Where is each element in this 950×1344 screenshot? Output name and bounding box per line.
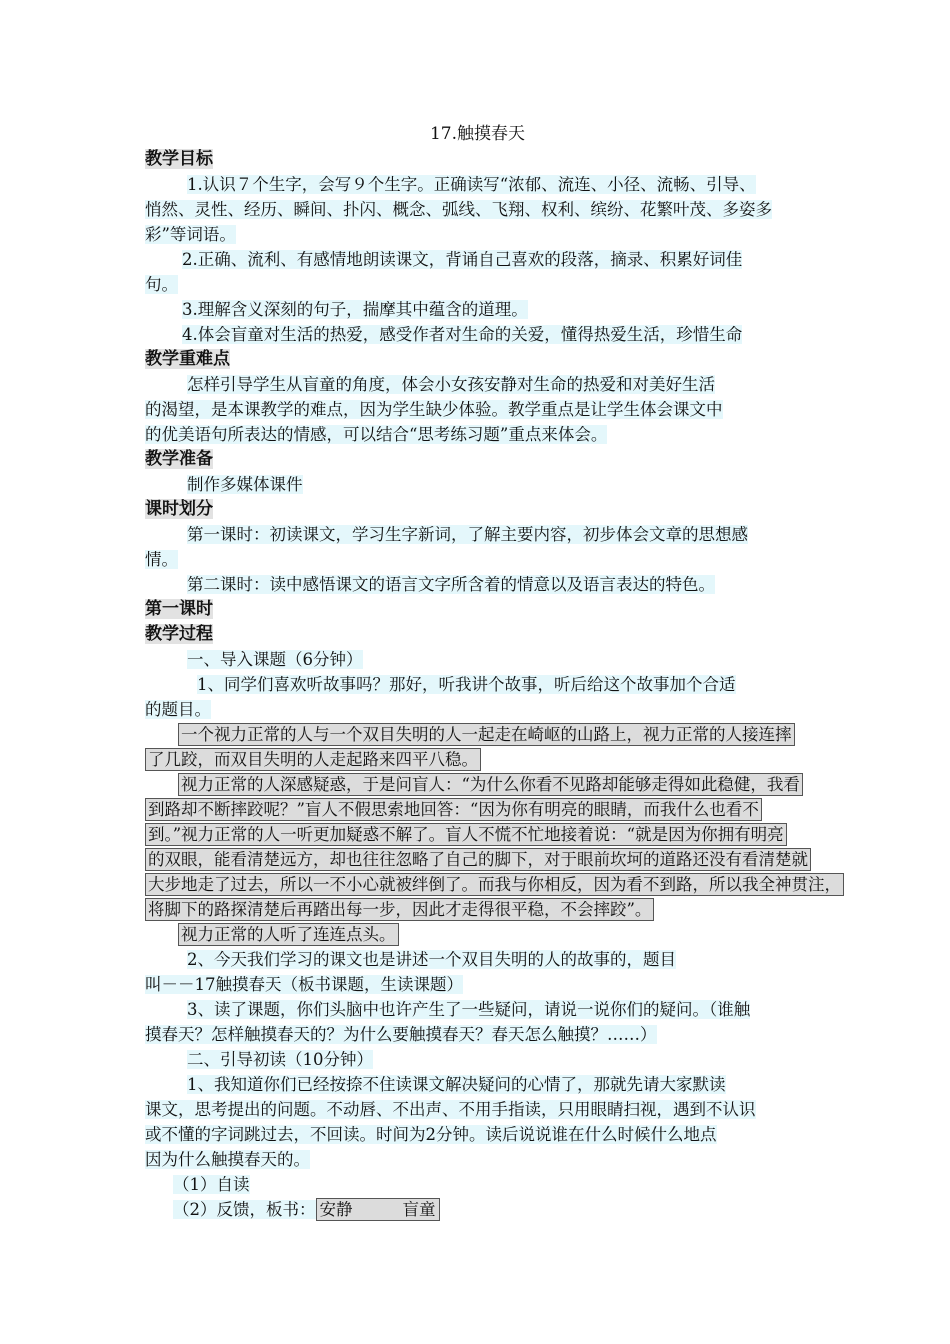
story-line: 到路却不断摔跤呢？”盲人不假思索地回答：“因为你有明亮的眼睛，而我什么也看不 bbox=[145, 797, 810, 822]
story-line: 将脚下的路探清楚后再踏出每一步，因此才走得很平稳，不会摔跤”。 bbox=[145, 897, 810, 922]
goal-line: 1.认识７个生字，会写９个生字。正确读写“浓郁、流连、小径、流畅、引导、 bbox=[187, 175, 756, 194]
story-line: 了几跤，而双目失明的人走起路来四平八稳。 bbox=[145, 747, 810, 772]
board-words: 安静 盲童 bbox=[316, 1198, 440, 1221]
process-line: 1、同学们喜欢听故事吗？那好，听我讲个故事，听后给这个故事加个合适 bbox=[197, 675, 736, 694]
process-line: 叫－－17触摸春天（板书课题，生读课题） bbox=[145, 975, 463, 994]
process-line: 的题目。 bbox=[145, 700, 211, 719]
process-step: 二、引导初读（10分钟） bbox=[187, 1050, 373, 1069]
process-line: 或不懂的字词跳过去，不回读。时间为2分钟。读后说说谁在什么时候什么地点 bbox=[145, 1125, 717, 1144]
section-heading-goals: 教学目标 bbox=[145, 149, 213, 169]
goal-line: 3.理解含义深刻的句子，揣摩其中蕴含的道理。 bbox=[182, 300, 528, 319]
goal-line: 句。 bbox=[145, 275, 178, 294]
section-heading-key: 教学重难点 bbox=[145, 349, 230, 369]
goal-line: 2.正确、流利、有感情地朗读课文，背诵自己喜欢的段落，摘录、积累好词佳 bbox=[182, 250, 743, 269]
process-line: 1、我知道你们已经按捺不住读课文解决疑问的心情了，那就先请大家默读 bbox=[187, 1075, 726, 1094]
key-line: 的优美语句所表达的情感，可以结合“思考练习题”重点来体会。 bbox=[145, 425, 608, 444]
sub-item: （2）反馈，板书： 安静 盲童 bbox=[145, 1197, 810, 1222]
hours-line: 第一课时：初读课文，学习生字新词，了解主要内容，初步体会文章的思想感 bbox=[187, 525, 748, 544]
story-line: 的双眼，能看清楚远方，却也往往忽略了自己的脚下，对于眼前坎坷的道路还没有看清楚就 bbox=[145, 847, 810, 872]
section-heading-prep: 教学准备 bbox=[145, 449, 213, 469]
process-step: 一、导入课题（6分钟） bbox=[187, 650, 363, 669]
goal-line: 悄然、灵性、经历、瞬间、扑闪、概念、弧线、飞翔、权利、缤纷、花繁叶茂、多姿多 bbox=[145, 200, 772, 219]
document-title: 17.触摸春天 bbox=[429, 124, 526, 144]
key-line: 怎样引导学生从盲童的角度，体会小女孩安静对生命的热爱和对美好生活 bbox=[187, 375, 715, 394]
process-line: 2、今天我们学习的课文也是讲述一个双目失明的人的故事的，题目 bbox=[187, 950, 676, 969]
goal-line: 4.体会盲童对生活的热爱，感受作者对生命的关爱，懂得热爱生活，珍惜生命 bbox=[182, 325, 743, 344]
section-heading-process: 教学过程 bbox=[145, 624, 213, 644]
key-line: 的渴望，是本课教学的难点，因为学生缺少体验。教学重点是让学生体会课文中 bbox=[145, 400, 723, 419]
process-line: 课文，思考提出的问题。不动唇、不出声、不用手指读，只用眼睛扫视，遇到不认识 bbox=[145, 1100, 756, 1119]
process-line: 因为什么触摸春天的。 bbox=[145, 1150, 310, 1169]
hours-line: 第二课时：读中感悟课文的语言文字所含着的情意以及语言表达的特色。 bbox=[187, 575, 715, 594]
process-line: 3、读了课题，你们头脑中也许产生了一些疑问，请说一说你们的疑问。（谁触 bbox=[187, 1000, 751, 1019]
story-line: 视力正常的人听了连连点头。 bbox=[145, 922, 810, 947]
section-heading-hours: 课时划分 bbox=[145, 499, 213, 519]
goal-line: 彩”等词语。 bbox=[145, 225, 236, 244]
section-heading-lesson1: 第一课时 bbox=[145, 599, 213, 619]
story-line: 到。”视力正常的人一听更加疑惑不解了。盲人不慌不忙地接着说：“就是因为你拥有明亮 bbox=[145, 822, 810, 847]
story-line: 视力正常的人深感疑惑，于是问盲人：“为什么你看不见路却能够走得如此稳健，我看 bbox=[145, 772, 810, 797]
story-line: 一个视力正常的人与一个双目失明的人一起走在崎岖的山路上，视力正常的人接连摔 bbox=[145, 722, 810, 747]
story-line: 大步地走了过去，所以一不小心就被绊倒了。而我与你相反，因为看不到路，所以我全神贯注， bbox=[145, 872, 810, 897]
prep-line: 制作多媒体课件 bbox=[187, 475, 303, 494]
process-line: 摸春天？怎样触摸春天的？为什么要触摸春天？春天怎么触摸？……） bbox=[145, 1025, 657, 1044]
hours-line: 情。 bbox=[145, 550, 178, 569]
document-page bbox=[145, 122, 841, 1222]
sub-item: （1）自读 bbox=[173, 1175, 250, 1194]
